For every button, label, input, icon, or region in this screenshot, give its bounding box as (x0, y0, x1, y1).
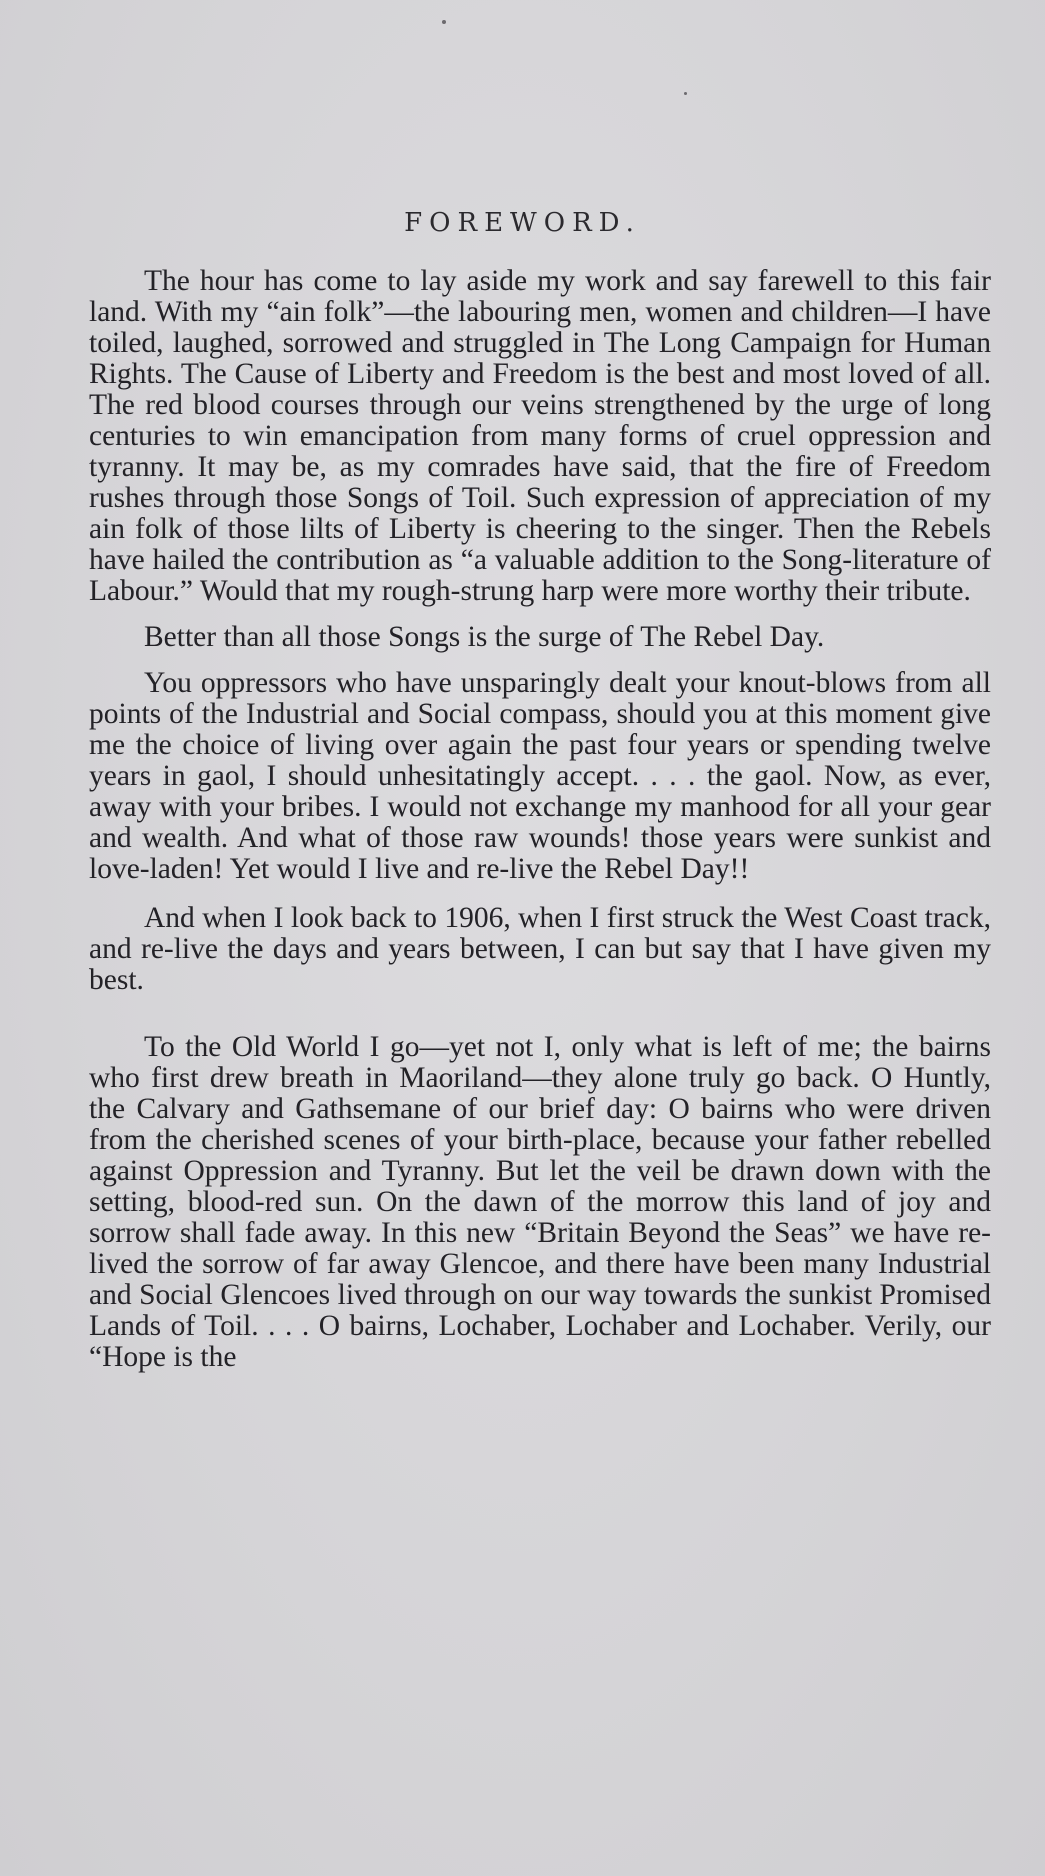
paragraph-4: And when I look back to 1906, when I first struck the West Coast track, and re-live the days and years between, I can but say that I have given my best. (89, 902, 991, 996)
print-speck (442, 20, 446, 24)
foreword-body (89, 266, 991, 1373)
print-speck (684, 92, 687, 95)
paragraph-5: To the Old World I go—yet not I, only what is left of me; the bairns who first drew breath in Maoriland—they alone truly go back. O Huntly, the Calvary and Gathsemane of our brief day: O bairns who were driven from the cherished scenes of your birth-place, because your father rebelled against Oppression and Tyranny. But let the veil be drawn down with the setting, blood-red sun. On the dawn of the morrow this land of joy and sorrow shall fade away. In this new “Britain Beyond the Seas” we have re-lived the sorrow of far away Glencoe, and there have been many Industrial and Social Glencoes lived through on our way towards the sunkist Promised Lands of Toil. . . . O bairns, Lochaber, Lochaber and Lochaber. Verily, our “Hope is the (89, 1031, 991, 1373)
page-title: FOREWORD. (404, 208, 641, 238)
paragraph-2: Better than all those Songs is the surge of The Rebel Day. (144, 621, 825, 653)
paragraph-3: You oppressors who have unsparingly dealt your knout-blows from all points of the Industrial and Social compass, should you at this moment give me the choice of living over again the past four years or spending twelve years in gaol, I should unhesitatingly accept. . . . the gaol. Now, as ever, away with your bribes. I would not exchange my manhood for all your gear and wealth. And what of those raw wounds! those years were sunkist and love-laden! Yet would I live and re-live the Rebel Day!! (89, 667, 991, 885)
paragraph-1: The hour has come to lay aside my work and say farewell to this fair land. With my “ain folk”—the labouring men, women and children—I have toiled, laughed, sorrowed and struggled in The Long Campaign for Human Rights. The Cause of Liberty and Freedom is the best and most loved of all. The red blood courses through our veins strengthened by the urge of long centuries to win emancipation from many forms of cruel oppression and tyranny. It may be, as my comrades have said, that the fire of Freedom rushes through those Songs of Toil. Such expression of appreciation of my ain folk of those lilts of Liberty is cheering to the singer. Then the Rebels have hailed the contribution as “a valuable addition to the Song-literature of Labour.” Would that my rough-strung harp were more worthy their tribute. (89, 265, 991, 607)
